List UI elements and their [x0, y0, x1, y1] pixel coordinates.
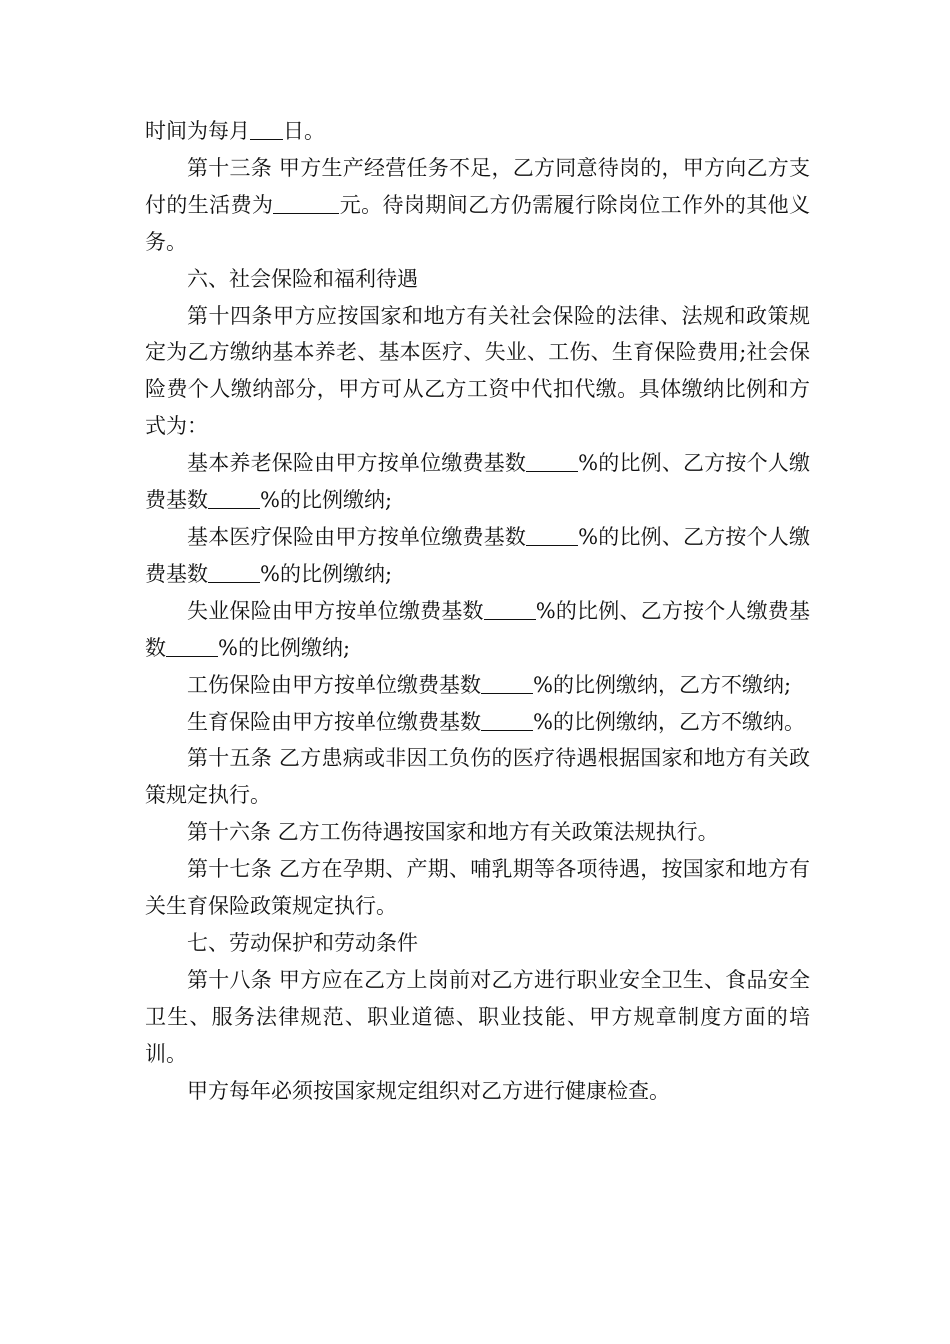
text-segment: 七、劳动保护和劳动条件 — [187, 930, 418, 955]
section-heading-social-insurance — [145, 261, 810, 298]
text-segment: %的比例、乙方按个人缴费基数 — [145, 451, 810, 513]
text-segment: 生育保险由甲方按单位缴费基数 — [187, 709, 481, 734]
paragraph-article-15 — [145, 740, 810, 814]
fill-in-blank[interactable] — [208, 487, 260, 509]
fill-in-blank[interactable] — [250, 118, 283, 140]
paragraph-injury-insurance — [145, 667, 810, 704]
text-segment: 第十七条 乙方在孕期、产期、哺乳期等各项待遇，按国家和地方有关生育保险政策规定执行。 — [145, 857, 810, 919]
text-segment: 第十三条 甲方生产经营任务不足，乙方同意待岗的，甲方向乙方支付的生活费为 — [145, 155, 810, 217]
paragraph-article-13 — [145, 150, 810, 261]
text-segment: %的比例缴纳，乙方不缴纳; — [533, 672, 792, 697]
fill-in-blank[interactable] — [166, 635, 218, 657]
text-segment: %的比例、乙方按个人缴费基数 — [145, 598, 811, 660]
text-segment: 基本医疗保险由甲方按单位缴费基数 — [187, 524, 527, 549]
text-segment: %的比例缴纳; — [260, 488, 393, 513]
text-segment: 第十八条 甲方应在乙方上岗前对乙方进行职业安全卫生、食品安全卫生、服务法律规范、职业道德、职业技能、甲方规章制度方面的培训。 — [145, 967, 810, 1066]
text-segment: 基本养老保险由甲方按单位缴费基数 — [187, 451, 527, 476]
text-segment: 时间为每月 — [145, 119, 250, 143]
document-page — [145, 113, 810, 1109]
text-segment: 工伤保险由甲方按单位缴费基数 — [187, 672, 481, 697]
text-segment: 元。待岗期间乙方仍需履行除岗位工作外的其他义务。 — [145, 192, 811, 254]
paragraph-article-18 — [145, 962, 810, 1073]
text-segment: %的比例、乙方按个人缴费基数 — [145, 524, 810, 586]
section-heading-labor-protection — [145, 925, 810, 962]
fill-in-blank[interactable] — [526, 450, 578, 472]
fill-in-blank[interactable] — [481, 709, 533, 731]
text-segment: 失业保险由甲方按单位缴费基数 — [187, 598, 484, 623]
fill-in-blank[interactable] — [526, 524, 578, 546]
text-segment: 第十五条 乙方患病或非因工负伤的医疗待遇根据国家和地方有关政策规定执行。 — [145, 746, 810, 808]
text-segment: %的比例缴纳; — [218, 635, 351, 660]
text-segment: %的比例缴纳; — [260, 561, 393, 586]
fill-in-blank[interactable] — [208, 561, 260, 583]
paragraph-payday — [145, 113, 810, 150]
fill-in-blank[interactable] — [484, 598, 536, 620]
text-segment: 第十六条 乙方工伤待遇按国家和地方有关政策法规执行。 — [187, 820, 719, 845]
paragraph-medical-insurance — [145, 519, 810, 593]
text-segment: %的比例缴纳，乙方不缴纳。 — [533, 709, 805, 734]
text-segment: 日。 — [283, 119, 325, 143]
paragraph-article-16 — [145, 814, 810, 851]
fill-in-blank[interactable] — [273, 192, 339, 214]
paragraph-pension-insurance — [145, 445, 810, 519]
paragraph-article-14 — [145, 298, 810, 446]
paragraph-maternity-insurance — [145, 704, 810, 741]
paragraph-article-17 — [145, 851, 810, 925]
paragraph-unemployment-insurance — [145, 593, 810, 667]
text-segment: 甲方每年必须按国家规定组织对乙方进行健康检查。 — [187, 1078, 670, 1103]
fill-in-blank[interactable] — [481, 672, 533, 694]
paragraph-health-check — [145, 1073, 810, 1110]
text-segment: 六、社会保险和福利待遇 — [187, 266, 418, 291]
text-segment: 第十四条甲方应按国家和地方有关社会保险的法律、法规和政策规定为乙方缴纳基本养老、基本医疗、失业、工伤、生育保险费用;社会保险费个人缴纳部分，甲方可从乙方工资中代扣代缴。具体缴纳比例和方式为： — [145, 303, 810, 439]
